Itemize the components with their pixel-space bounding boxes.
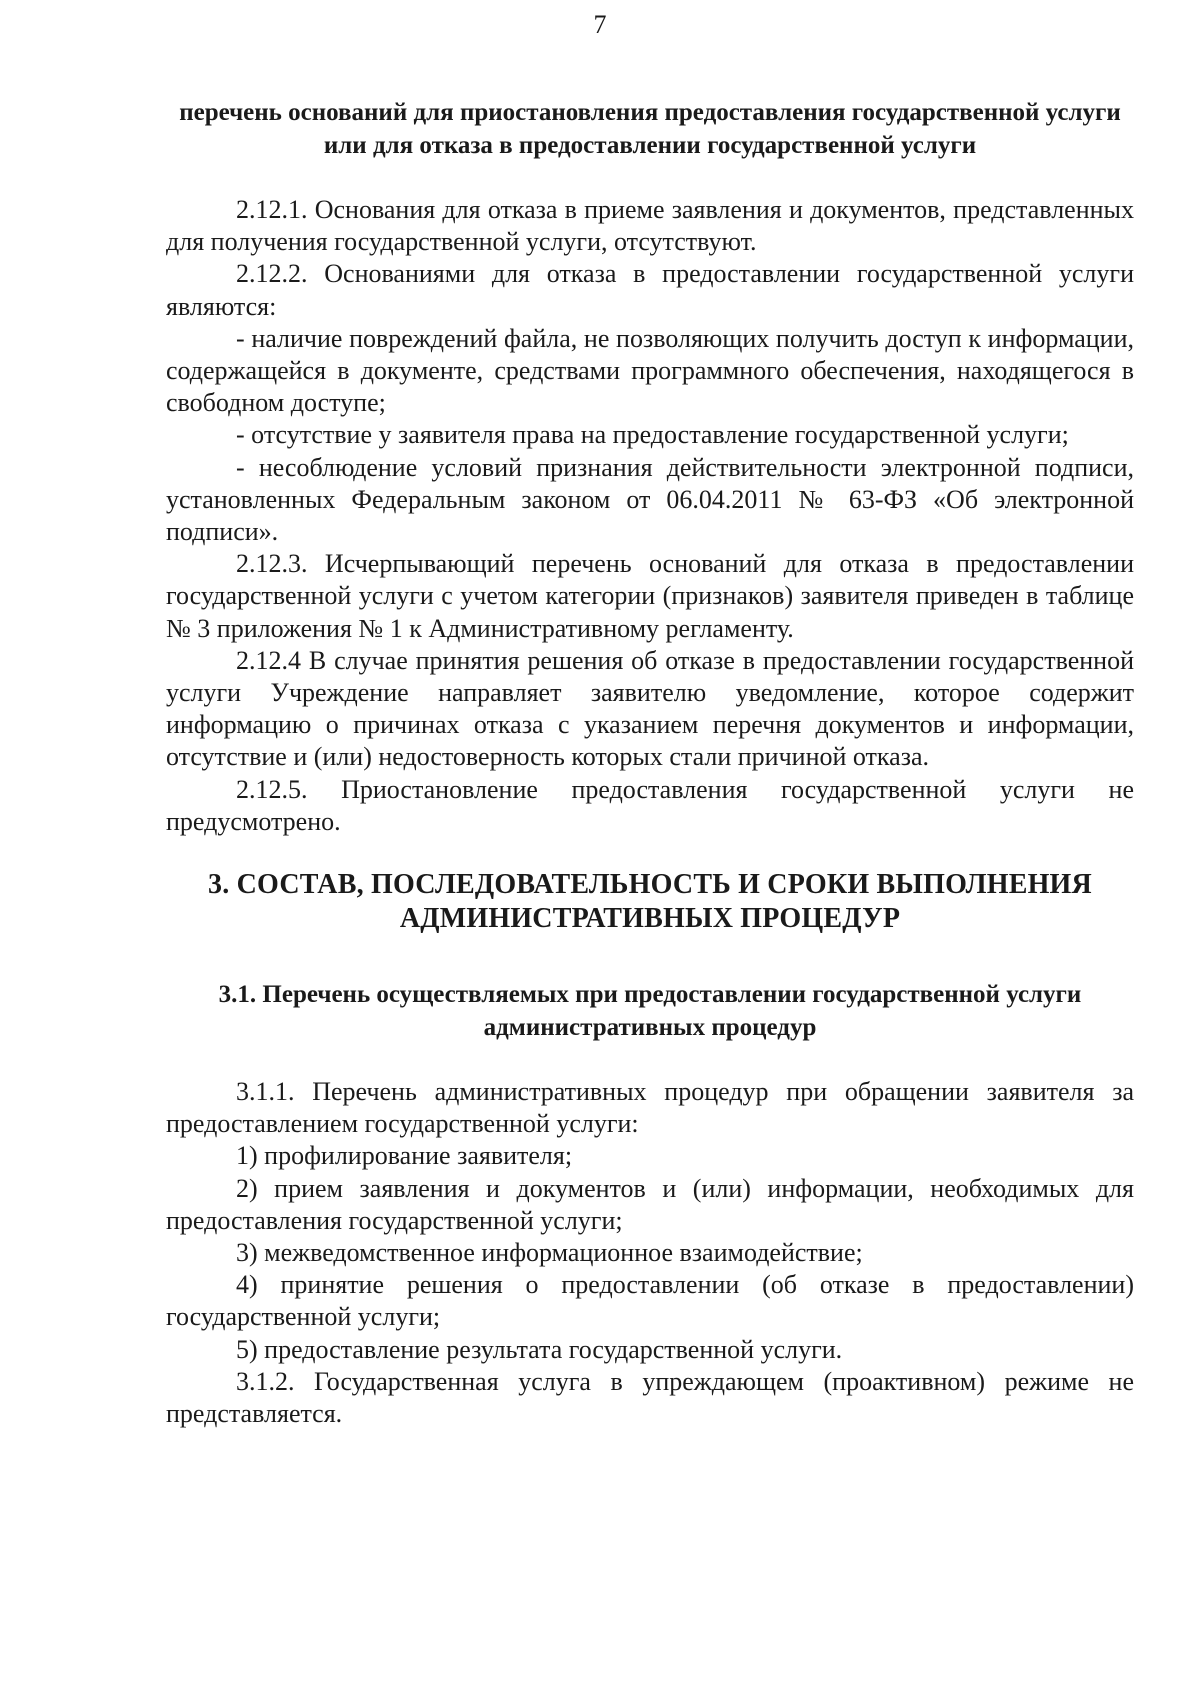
paragraph-2-12-1: 2.12.1. Основания для отказа в приеме заявления и документов, представленных для получения государственной услуги, отсутствуют. (166, 195, 1134, 257)
list-item-5: 5) предоставление результата государственной услуги. (236, 1334, 843, 1364)
section-heading-refusal-grounds: перечень оснований для приостановления предоставления государственной услуги или для отказа в предоставлении государственной услуги (179, 99, 1121, 159)
section-heading-3-1: 3.1. Перечень осуществляемых при предоставлении государственной услуги административных процедур (218, 981, 1082, 1042)
list-item-signature: - несоблюдение условий признания действительности электронной подписи, установленных Федеральным законом от 06.04.2011 № 63-ФЗ «Об электронной подписи». (166, 452, 1134, 547)
paragraph-2-12-3: 2.12.3. Исчерпывающий перечень оснований для отказа в предоставлении государственной услуги с учетом категории (признаков) заявителя приведен в таблице № 3 приложения № 1 к Административному регламенту. (166, 549, 1134, 643)
document-body (166, 96, 1134, 1430)
page-number: 7 (593, 10, 607, 39)
chapter-heading-3: 3. СОСТАВ, ПОСЛЕДОВАТЕЛЬНОСТЬ И СРОКИ ВЫПОЛНЕНИЯ АДМИНИСТРАТИВНЫХ ПРОЦЕДУР (208, 869, 1092, 935)
paragraph-3-1-1: 3.1.1. Перечень административных процедур при обращении заявителя за предоставлением государственной услуги: (166, 1077, 1134, 1139)
list-item-no-right: - отсутствие у заявителя права на предоставление государственной услуги; (236, 420, 1069, 450)
list-item-4: 4) принятие решения о предоставлении (об отказе в предоставлении) государственной услуги; (166, 1270, 1134, 1332)
list-item-file-damage: - наличие повреждений файла, не позволяющих получить доступ к информации, содержащейся в документе, средствами программного обеспечения, находящегося в свободном доступе; (166, 323, 1134, 418)
list-item-1: 1) профилирование заявителя; (236, 1141, 573, 1171)
paragraph-3-1-2: 3.1.2. Государственная услуга в упреждающем (проактивном) режиме не представляется. (166, 1366, 1134, 1429)
paragraph-2-12-5: 2.12.5. Приостановление предоставления государственной услуги не предусмотрено. (166, 774, 1134, 836)
paragraph-2-12-4: 2.12.4 В случае принятия решения об отказе в предоставлении государственной услуги Учреждение направляет заявителю уведомление, которое содержит информацию о причинах отказа с указанием перечня документов и информации, отсутствие и (или) недостоверность которых стали причиной отказа. (166, 645, 1134, 772)
list-item-2: 2) прием заявления и документов и (или) информации, необходимых для предоставления государственной услуги; (166, 1173, 1134, 1235)
list-item-3: 3) межведомственное информационное взаимодействие; (236, 1238, 863, 1268)
paragraph-2-12-2: 2.12.2. Основаниями для отказа в предоставлении государственной услуги являются: (166, 259, 1134, 321)
